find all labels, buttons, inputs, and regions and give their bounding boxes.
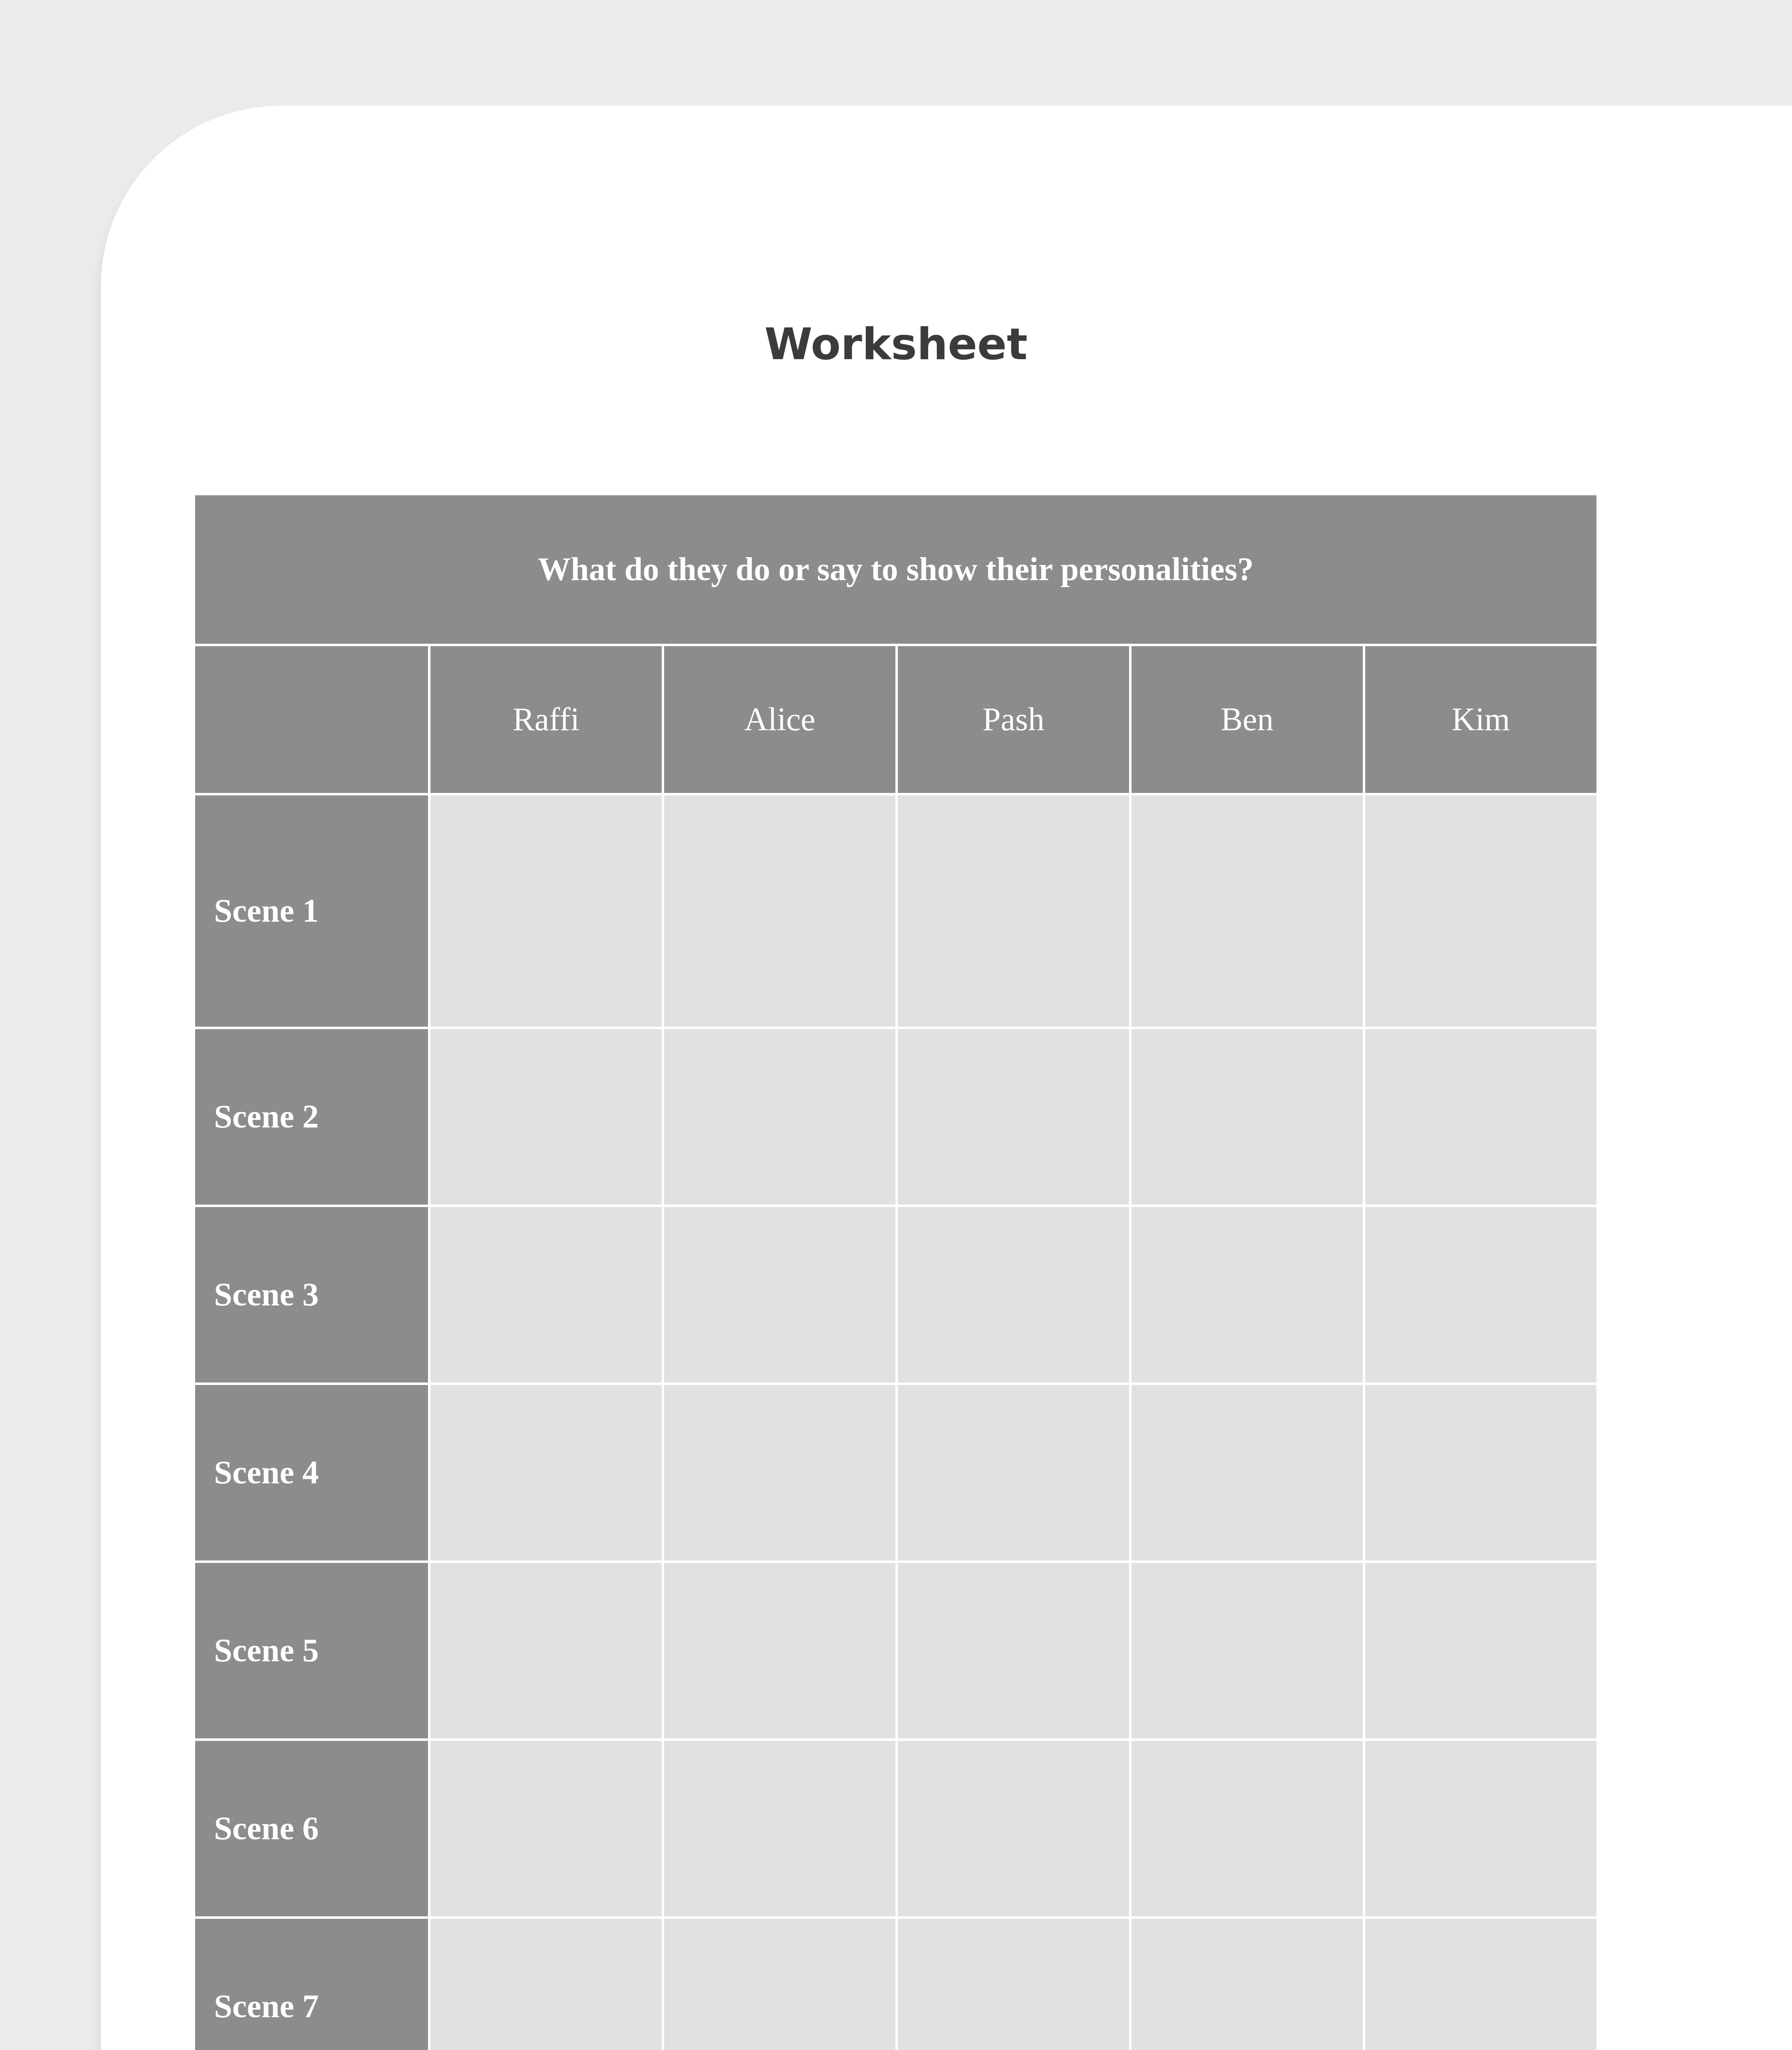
- header-corner-cell: [195, 644, 428, 793]
- table-cell[interactable]: [895, 1205, 1129, 1383]
- table-cell[interactable]: [1129, 1738, 1363, 1916]
- table-cell[interactable]: [662, 793, 895, 1027]
- column-header-kim: Kim: [1363, 644, 1596, 793]
- table-cell[interactable]: [895, 1916, 1129, 2050]
- column-header-row: [195, 644, 1596, 793]
- table-cell[interactable]: [1129, 1205, 1363, 1383]
- table-cell[interactable]: [428, 1383, 662, 1560]
- table-cell[interactable]: [662, 1205, 895, 1383]
- row-label-scene-7: Scene 7: [195, 1916, 428, 2050]
- table-cell[interactable]: [428, 1027, 662, 1205]
- table-cell[interactable]: [1363, 1560, 1596, 1738]
- table-cell[interactable]: [1363, 1205, 1596, 1383]
- table-banner: What do they do or say to show their personalities?: [195, 495, 1596, 644]
- table-cell[interactable]: [428, 1738, 662, 1916]
- table-cell[interactable]: [1129, 1383, 1363, 1560]
- table-cell[interactable]: [895, 1383, 1129, 1560]
- table-cell[interactable]: [895, 793, 1129, 1027]
- table-cell[interactable]: [1363, 793, 1596, 1027]
- table-cell[interactable]: [1363, 1916, 1596, 2050]
- row-label-scene-6: Scene 6: [195, 1738, 428, 1916]
- row-label-scene-1: Scene 1: [195, 793, 428, 1027]
- table-cell[interactable]: [428, 793, 662, 1027]
- column-header-raffi: Raffi: [428, 644, 662, 793]
- worksheet-table: [195, 495, 1596, 2050]
- table-cell[interactable]: [1129, 1560, 1363, 1738]
- row-label-scene-4: Scene 4: [195, 1383, 428, 1560]
- row-label-scene-5: Scene 5: [195, 1560, 428, 1738]
- table-cell[interactable]: [1363, 1383, 1596, 1560]
- table-cell[interactable]: [1363, 1738, 1596, 1916]
- table-cell[interactable]: [895, 1738, 1129, 1916]
- column-header-ben: Ben: [1129, 644, 1363, 793]
- column-header-alice: Alice: [662, 644, 895, 793]
- table-cell[interactable]: [662, 1916, 895, 2050]
- column-header-pash: Pash: [895, 644, 1129, 793]
- table-cell[interactable]: [1129, 1027, 1363, 1205]
- table-cell[interactable]: [428, 1205, 662, 1383]
- table-cell[interactable]: [662, 1560, 895, 1738]
- page-title: Worksheet: [764, 319, 1028, 369]
- table-cell[interactable]: [428, 1560, 662, 1738]
- table-cell[interactable]: [662, 1027, 895, 1205]
- row-label-scene-3: Scene 3: [195, 1205, 428, 1383]
- table-cell[interactable]: [662, 1383, 895, 1560]
- table-cell[interactable]: [1129, 1916, 1363, 2050]
- row-label-scene-2: Scene 2: [195, 1027, 428, 1205]
- table-cell[interactable]: [662, 1738, 895, 1916]
- table-cell[interactable]: [1129, 793, 1363, 1027]
- table-cell[interactable]: [428, 1916, 662, 2050]
- table-cell[interactable]: [1363, 1027, 1596, 1205]
- table-cell[interactable]: [895, 1027, 1129, 1205]
- table-cell[interactable]: [895, 1560, 1129, 1738]
